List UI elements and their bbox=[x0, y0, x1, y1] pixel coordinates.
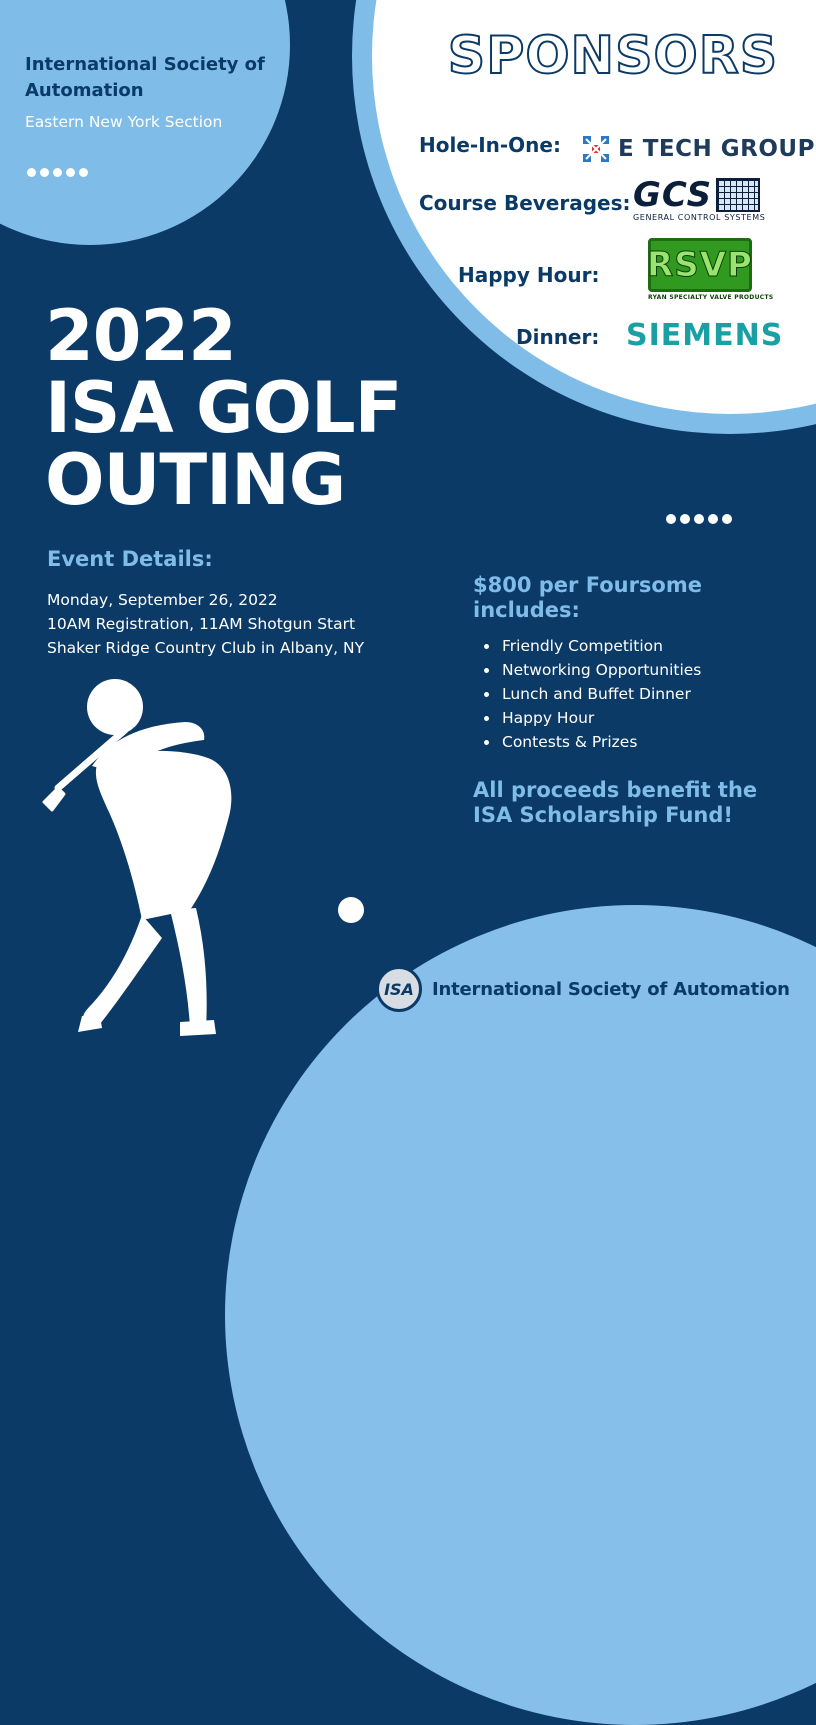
rsvp-logo-icon bbox=[648, 238, 752, 292]
sponsor-label-hole-in-one: Hole-In-One: bbox=[419, 133, 561, 157]
sponsor-label-dinner: Dinner: bbox=[516, 325, 600, 349]
isa-footer-name: International Society of Automation bbox=[432, 978, 790, 1000]
included-list bbox=[484, 634, 701, 754]
sponsors-title: SPONSORS bbox=[447, 26, 779, 86]
isa-logo-icon bbox=[376, 966, 422, 1012]
etech-logo-text: E TECH GROUP bbox=[618, 136, 815, 162]
sponsor-label-course-beverages: Course Beverages: bbox=[419, 191, 631, 215]
isa-badge-text: ISA bbox=[384, 979, 414, 999]
event-times: 10AM Registration, 11AM Shotgun Start bbox=[47, 615, 356, 633]
decorative-dots-top bbox=[27, 168, 88, 177]
golfer-icon bbox=[30, 670, 280, 1060]
page-title bbox=[45, 295, 475, 521]
sponsor-label-happy-hour: Happy Hour: bbox=[458, 263, 600, 287]
etech-logo bbox=[582, 134, 815, 164]
event-date: Monday, September 26, 2022 bbox=[47, 591, 278, 609]
decorative-dots-middle bbox=[666, 514, 732, 524]
price-heading: $800 per Foursome includes: bbox=[473, 573, 702, 622]
event-details-heading: Event Details: bbox=[47, 547, 213, 571]
list-item: Lunch and Buffet Dinner bbox=[484, 682, 701, 706]
rsvp-logo-subtext: RYAN SPECIALTY VALVE PRODUCTS bbox=[648, 294, 774, 301]
title-line-isa-golf: ISA GOLF bbox=[45, 367, 402, 449]
rsvp-logo-text: RSVP bbox=[647, 245, 753, 285]
golf-ball-icon bbox=[338, 897, 364, 923]
proceeds-statement: All proceeds benefit the ISA Scholarship Fund! bbox=[473, 778, 758, 827]
list-item: Contests & Prizes bbox=[484, 730, 701, 754]
gcs-logo bbox=[633, 175, 773, 226]
title-line-year: 2022 bbox=[45, 295, 236, 377]
etech-logo-icon bbox=[582, 135, 610, 163]
title-line-outing: OUTING bbox=[45, 439, 346, 521]
list-item: Happy Hour bbox=[484, 706, 701, 730]
bg-circle-bottom bbox=[225, 905, 816, 1725]
event-location: Shaker Ridge Country Club in Albany, NY bbox=[47, 639, 365, 657]
rsvp-logo bbox=[647, 238, 774, 304]
list-item: Friendly Competition bbox=[484, 634, 701, 658]
org-name: International Society of Automation bbox=[25, 54, 265, 101]
isa-footer-logo bbox=[376, 966, 790, 1012]
gcs-logo-subtext: GENERAL CONTROL SYSTEMS bbox=[633, 213, 766, 222]
org-section: Eastern New York Section bbox=[25, 113, 223, 131]
siemens-logo: SIEMENS bbox=[626, 318, 784, 353]
event-details bbox=[47, 588, 364, 660]
gcs-logo-text: GCS bbox=[633, 175, 713, 215]
gcs-logo-icon bbox=[716, 178, 760, 212]
list-item: Networking Opportunities bbox=[484, 658, 701, 682]
